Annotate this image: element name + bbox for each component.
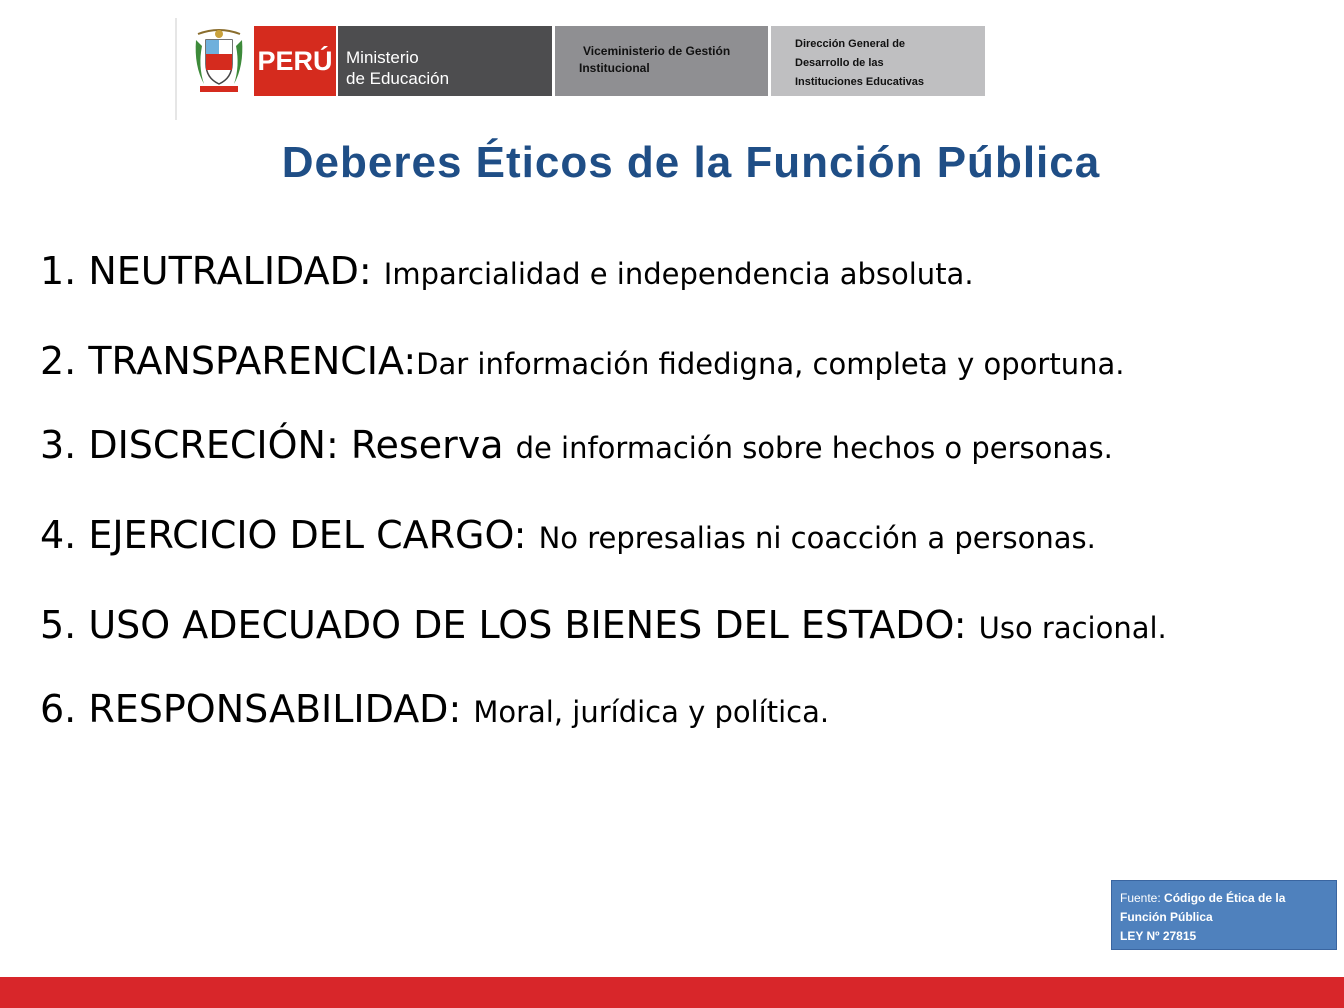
viceministry-box [555,26,768,96]
footer-bar [0,977,1344,1008]
list-item [40,510,1330,568]
ministry-line-2: de Educación [346,69,450,88]
list-item [40,420,1330,478]
duty-term: 2. TRANSPARENCIA: [40,339,417,383]
direction-line-1: Dirección General de [795,38,906,50]
duty-description: Imparcialidad e independencia absoluta. [383,257,974,291]
duties-list [40,246,1330,774]
header-divider [175,18,177,120]
duty-term: 4. EJERCICIO DEL CARGO: [40,513,539,557]
duty-term: 6. RESPONSABILIDAD: [40,687,474,731]
source-line-3: LEY Nº 27815 [1120,929,1197,943]
peru-brand-box [254,26,336,96]
list-item [40,600,1330,658]
list-item [40,684,1330,742]
ministry-box [338,26,552,96]
viceministry-line-1: Viceministerio de Gestión [583,44,731,58]
duty-term: 3. DISCRECIÓN: Reserva [40,423,516,467]
direction-line-2: Desarrollo de las [795,57,884,69]
source-line-2: Función Pública [1120,910,1213,924]
list-item [40,246,1330,304]
header-banner [0,0,1344,120]
duty-description: de información sobre hechos o personas. [515,431,1113,465]
duty-term: 1. NEUTRALIDAD: [40,249,384,293]
source-line-1: Código de Ética de la [1164,891,1286,905]
page-title: Deberes Éticos de la Función Pública [281,138,1101,187]
direction-box [771,26,985,96]
duty-description: Dar información fidedigna, completa y oportuna. [416,347,1125,381]
duty-description: Moral, jurídica y política. [473,695,830,729]
duty-description: No represalias ni coacción a personas. [538,521,1096,555]
source-label: Fuente: [1120,891,1165,905]
list-item [40,336,1330,394]
direction-line-3: Instituciones Educativas [795,76,924,88]
peru-coat-of-arms-icon [192,26,246,94]
duty-description: Uso racional. [978,611,1167,645]
duty-term: 5. USO ADECUADO DE LOS BIENES DEL ESTADO: [40,603,979,647]
viceministry-line-2: Institucional [579,61,650,75]
source-note [1111,880,1337,950]
peru-label: PERÚ [257,45,333,76]
ministry-line-1: Ministerio [346,48,419,67]
